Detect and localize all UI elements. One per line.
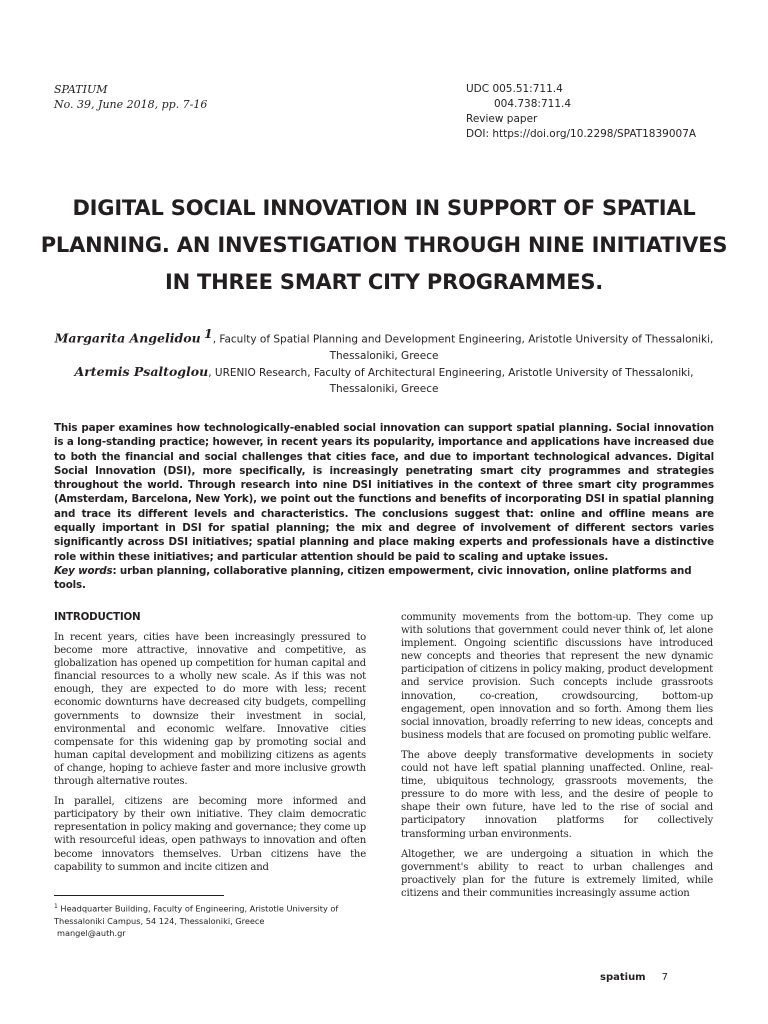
footnote-email[interactable]: mangel@auth.gr <box>57 927 126 938</box>
journal-info <box>54 82 207 112</box>
article-metadata <box>466 82 696 142</box>
keywords <box>54 564 714 592</box>
paragraph: The above deeply transformative developments in society could not have left spatial planning unaffected. Online, real-time, ubiquitous technology, grassroots movements, the pressure to do more with less, and the desire of people to shape their own future, have led to the rise of social and participatory innovation platforms for collectively transforming urban environments. <box>401 749 713 840</box>
journal-issue: No. 39, June 2018, pp. 7-16 <box>54 98 208 111</box>
keywords-text: : urban planning, collaborative planning, citizen empowerment, civic innovation, online platforms and tools. <box>54 565 692 591</box>
author-entry <box>54 326 714 364</box>
paper-type: Review paper <box>466 113 538 125</box>
footnote-marker: 1 <box>54 903 58 910</box>
author-list <box>54 326 714 397</box>
paper-title: DIGITAL SOCIAL INNOVATION IN SUPPORT OF SPATIAL PLANNING. AN INVESTIGATION THROUGH NINE INITIATIVES IN THREE SMART CITY PROGRAMMES. <box>40 196 728 294</box>
body-column-left <box>54 611 366 881</box>
paragraph: Altogether, we are undergoing a situation in which the government's ability to react to urban challenges and proactively plan for the future is extremely limited, while citizens and their communities increasingly assume action <box>401 848 713 899</box>
author-superscript: 1 <box>204 326 213 341</box>
footnote-divider <box>54 895 224 896</box>
udc-code-1: UDC 005.51:711.4 <box>466 83 563 95</box>
doi-link[interactable]: DOI: https://doi.org/10.2298/SPAT1839007A <box>466 128 697 140</box>
journal-name: SPATIUM <box>54 83 108 96</box>
paragraph: In recent years, cities have been increasingly pressured to become more attractive, innovative and competitive, as globalization has opened up competition for human capital and financial resources to a wholly new scale. As if this was not enough, they are expected to do more with less; recent economic downturns have decreased city budgets, compelling governments to downsize their investment in social, environmental and economic welfare. Innovative cities compensate for this widening gap by promoting social and human capital development and mobilizing citizens as agents of change, hoping to achieve faster and more inclusive growth through alternative routes. <box>54 632 366 788</box>
footnote-address: Headquarter Building, Faculty of Engineering, Aristotle University of Thessaloniki Campus, 54 124, Thessaloniki, Greece <box>54 903 339 926</box>
author-name: Artemis Psaltoglou <box>74 363 209 379</box>
body-column-right <box>401 611 713 907</box>
author-affiliation: , URENIO Research, Faculty of Architectural Engineering, Aristotle University of Thessaloniki, Thessaloniki, Greece <box>208 366 694 395</box>
page-footer <box>600 972 668 983</box>
author-entry <box>54 364 714 397</box>
udc-code-2: 004.738:711.4 <box>494 98 572 110</box>
abstract: This paper examines how technologically-enabled social innovation can support spatial planning. Social innovation is a long-standing practice; however, in recent years its popularity, importance and applications have increased due to both the financial and social challenges that cities face, and due to important technological advances. Digital Social Innovation (DSI), more specifically, is increasingly penetrating smart city programmes and strategies throughout the world. Through research into nine DSI initiatives in the context of three smart city programmes (Amsterdam, Barcelona, New York), we point out the functions and benefits of incorporating DSI in spatial planning and trace its different levels and characteristics. The conclusions suggest that: online and offline means are equally important in DSI for spatial planning; the mix and degree of involvement of different sectors varies significantly across DSI initiatives; spatial planning and place making experts and professionals have a distinctive role within these initiatives; and particular attention should be paid to scaling and uptake issues. <box>54 422 714 563</box>
author-name: Margarita Angelidou <box>54 330 201 346</box>
author-affiliation: , Faculty of Spatial Planning and Development Engineering, Aristotle University of Thessaloniki, Thessaloniki, Greece <box>212 333 714 362</box>
paragraph: community movements from the bottom-up. They come up with solutions that government could never think of, let alone implement. Ongoing scientific discussions have introduced new concepts and theories that represent the new dynamic participation of citizens in policy making, product development and service provision. Such concepts include grassroots innovation, co-creation, crowdsourcing, bottom-up engagement, open innovation and so forth. Among them lies social innovation, broadly referring to new ideas, concepts and business models that are focused on promoting public welfare. <box>401 612 713 741</box>
section-heading: INTRODUCTION <box>54 611 141 623</box>
keywords-label: Key words <box>54 565 113 577</box>
paragraph: In parallel, citizens are becoming more informed and participatory by their own initiative. They claim democratic representation in policy making and governance; they come up with resourceful ideas, open pathways to innovation and often become innovators themselves. Urban citizens have the capability to summon and incite citizen and <box>54 796 366 873</box>
footer-journal: spatium <box>600 972 646 983</box>
footnote <box>54 901 370 939</box>
page-number: 7 <box>661 972 668 983</box>
